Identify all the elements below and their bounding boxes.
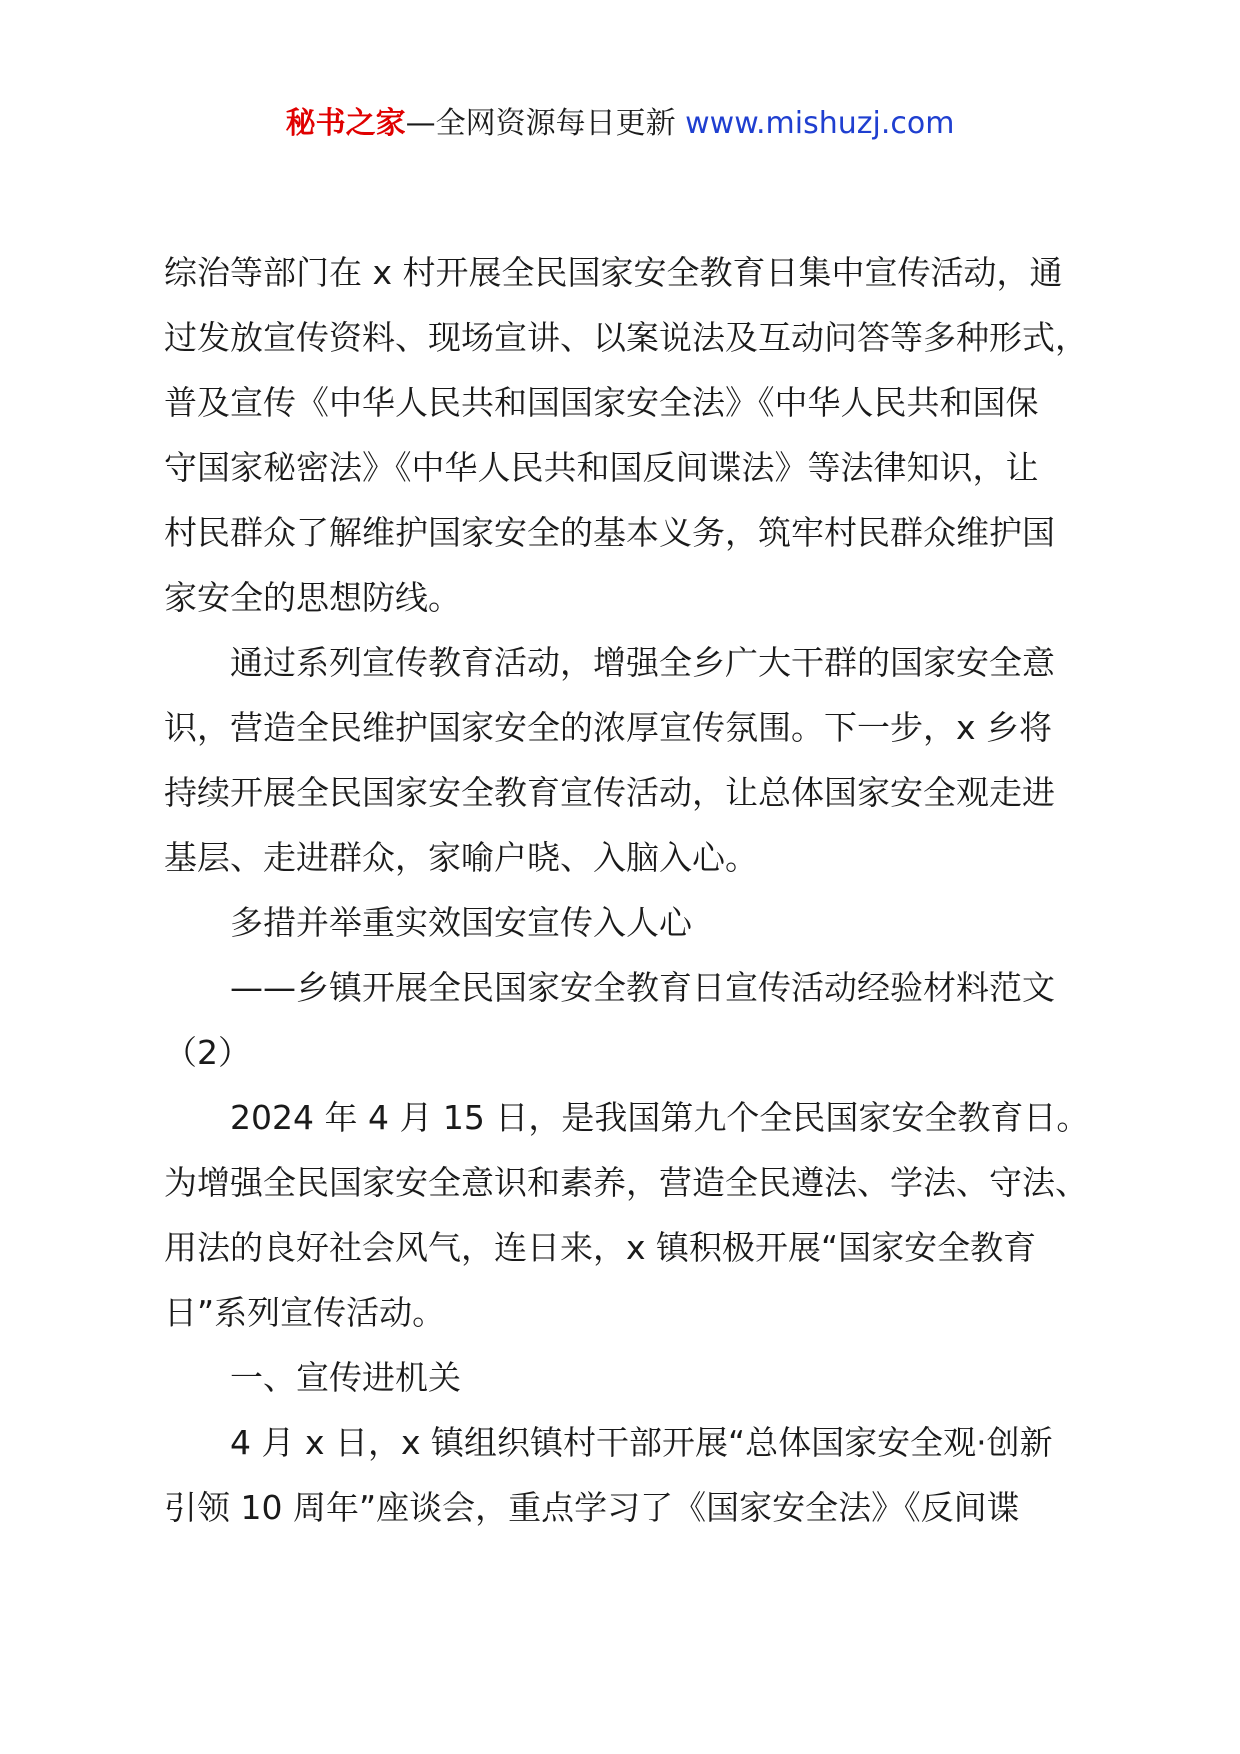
text-line: 识，营造全民维护国家安全的浓厚宣传氛围。下一步，x 乡将 (164, 708, 1053, 747)
text-line: 通过系列宣传教育活动，增强全乡广大干群的国家安全意 (230, 643, 1055, 682)
text-line: 守国家秘密法》《中华人民共和国反间谍法》等法律知识，让 (164, 448, 1039, 487)
text-line: 2024 年 4 月 15 日，是我国第九个全民国家安全教育日。 (230, 1098, 1090, 1137)
article-title: 多措并举重实效国安宣传入人心 (230, 903, 692, 942)
text-line: 普及宣传《中华人民共和国国家安全法》《中华人民共和国保 (164, 383, 1039, 422)
text-line: 持续开展全民国家安全教育宣传活动，让总体国家安全观走进 (164, 773, 1055, 812)
text-line: 用法的良好社会风气，连日来，x 镇积极开展“国家安全教育 (164, 1228, 1037, 1267)
text-line: 综治等部门在 x 村开展全民国家安全教育日集中宣传活动，通 (164, 253, 1063, 292)
brand-name: 秘书之家 (285, 106, 406, 141)
text-line: 引领 10 周年”座谈会，重点学习了《国家安全法》《反间谍 (164, 1488, 1020, 1527)
header-tagline: —全网资源每日更新 (405, 106, 676, 141)
site-url: www.mishuzj.com (685, 106, 955, 141)
document-body (164, 240, 1094, 1540)
site-header (0, 104, 1240, 144)
text-line: 4 月 x 日，x 镇组织镇村干部开展“总体国家安全观·创新 (230, 1423, 1053, 1462)
section-heading: 一、宣传进机关 (230, 1358, 461, 1397)
text-line: 基层、走进群众，家喻户晓、入脑入心。 (164, 838, 758, 877)
text-line: 家安全的思想防线。 (164, 578, 461, 617)
text-line: 过发放宣传资料、现场宣讲、以案说法及互动问答等多种形式， (164, 318, 1088, 357)
text-line: 村民群众了解维护国家安全的基本义务，筑牢村民群众维护国 (164, 513, 1055, 552)
text-line: 为增强全民国家安全意识和素养，营造全民遵法、学法、守法、 (164, 1163, 1088, 1202)
article-subtitle-number: （2） (164, 1033, 251, 1072)
article-subtitle: ——乡镇开展全民国家安全教育日宣传活动经验材料范文 (230, 968, 1055, 1007)
text-line: 日”系列宣传活动。 (164, 1293, 446, 1332)
